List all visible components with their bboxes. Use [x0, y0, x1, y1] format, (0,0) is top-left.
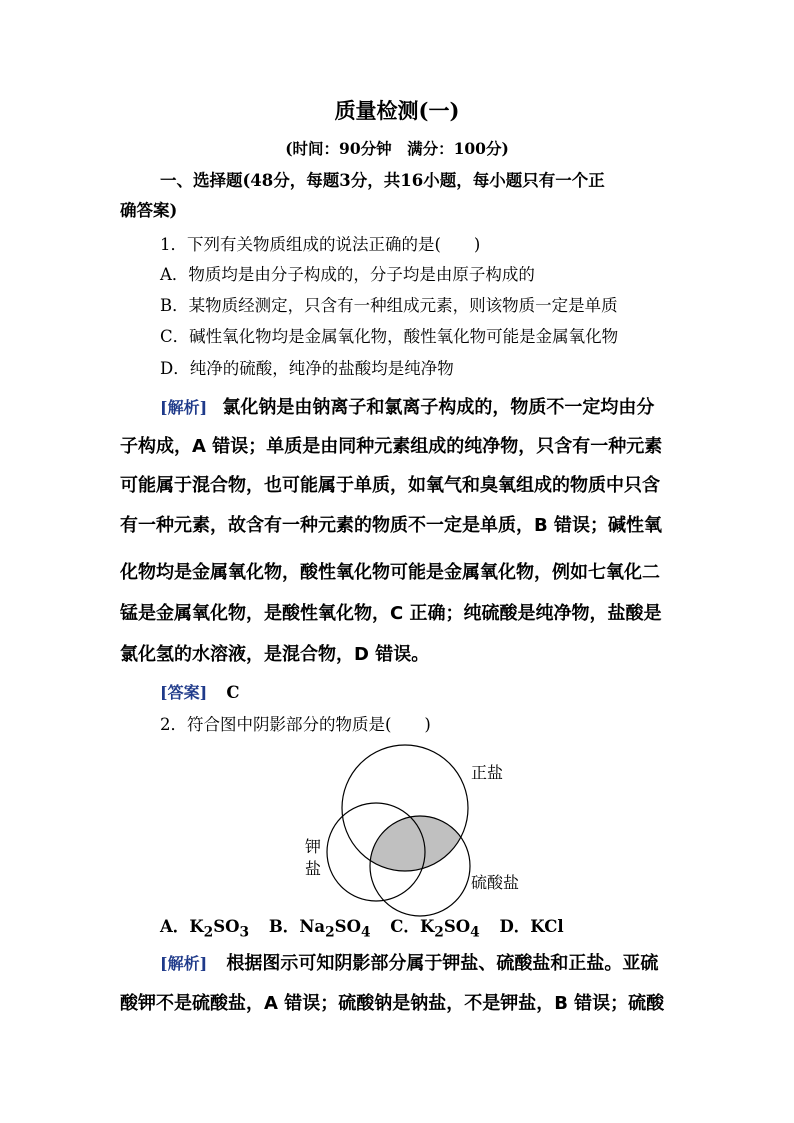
label-potassium-2: 盐	[305, 859, 322, 878]
answer-value: C	[226, 683, 240, 702]
section-heading-line-2: 确答案)	[120, 201, 178, 220]
label-sulfate: 硫酸盐	[471, 873, 520, 892]
question-1-option-d: D．纯净的硫酸，纯净的盐酸均是纯净物	[160, 359, 454, 378]
question-2-options	[160, 916, 564, 943]
question-1-analysis-line-5: 化物均是金属氧化物，酸性氧化物可能是金属氧化物，例如七氧化二	[120, 562, 660, 583]
question-2-analysis-line-1: [解析] 根据图示可知阴影部分属于钾盐、硫酸盐和正盐。亚硫	[160, 953, 659, 974]
question-2-option-d: D．KCl	[499, 917, 564, 936]
question-2-analysis-line-2: 酸钾不是硫酸盐，A 错误；硫酸钠是钠盐，不是钾盐，B 错误；硫酸	[120, 993, 665, 1014]
question-1-analysis-line-6: 锰是金属氧化物，是酸性氧化物，C 正确；纯硫酸是纯净物，盐酸是	[120, 603, 662, 624]
question-1-option-a: A．物质均是由分子构成的，分子均是由原子构成的	[160, 265, 535, 284]
time-score-subtitle: (时间：90分钟 满分：100分)	[285, 139, 509, 158]
answer-tag: [答案]	[160, 683, 208, 702]
question-1-stem: 1．下列有关物质组成的说法正确的是( )	[160, 235, 481, 254]
analysis-tag: [解析]	[160, 954, 208, 973]
question-1-option-b: B．某物质经测定，只含有一种组成元素，则该物质一定是单质	[160, 296, 618, 315]
page-title: 质量检测(一)	[334, 98, 460, 123]
question-1-analysis-line-1: [解析] 氯化钠是由钠离子和氯离子构成的，物质不一定均由分	[160, 397, 655, 418]
question-2-option-a: A．$K_2SO_3$	[160, 917, 250, 941]
question-2-option-b: B．$Na_2SO_4$	[268, 917, 371, 941]
question-1-analysis-line-3: 可能属于混合物，也可能属于单质，如氧气和臭氧组成的物质中只含	[120, 475, 660, 496]
question-1-answer	[160, 682, 240, 704]
analysis-tag: [解析]	[160, 398, 208, 417]
label-neutral-salt: 正盐	[471, 763, 504, 782]
question-2-stem: 2．符合图中阴影部分的物质是( )	[160, 715, 431, 734]
label-potassium-1: 钾	[305, 837, 322, 856]
question-1-analysis-line-4: 有一种元素，故含有一种元素的物质不一定是单质，B 错误；碱性氧	[120, 515, 662, 536]
section-heading-line-1: 一、选择题(48分，每题3分，共16小题，每小题只有一个正	[160, 171, 605, 190]
question-1-analysis-line-2: 子构成，A 错误；单质是由同种元素组成的纯净物，只含有一种元素	[120, 436, 663, 457]
question-1-option-c: C．碱性氧化物均是金属氧化物，酸性氧化物可能是金属氧化物	[160, 327, 619, 346]
question-2-option-c: C．$K_2SO_4$	[390, 917, 480, 941]
venn-diagram	[0, 740, 794, 940]
question-1-analysis-line-7: 氯化氢的水溶液，是混合物，D 错误。	[120, 644, 430, 665]
